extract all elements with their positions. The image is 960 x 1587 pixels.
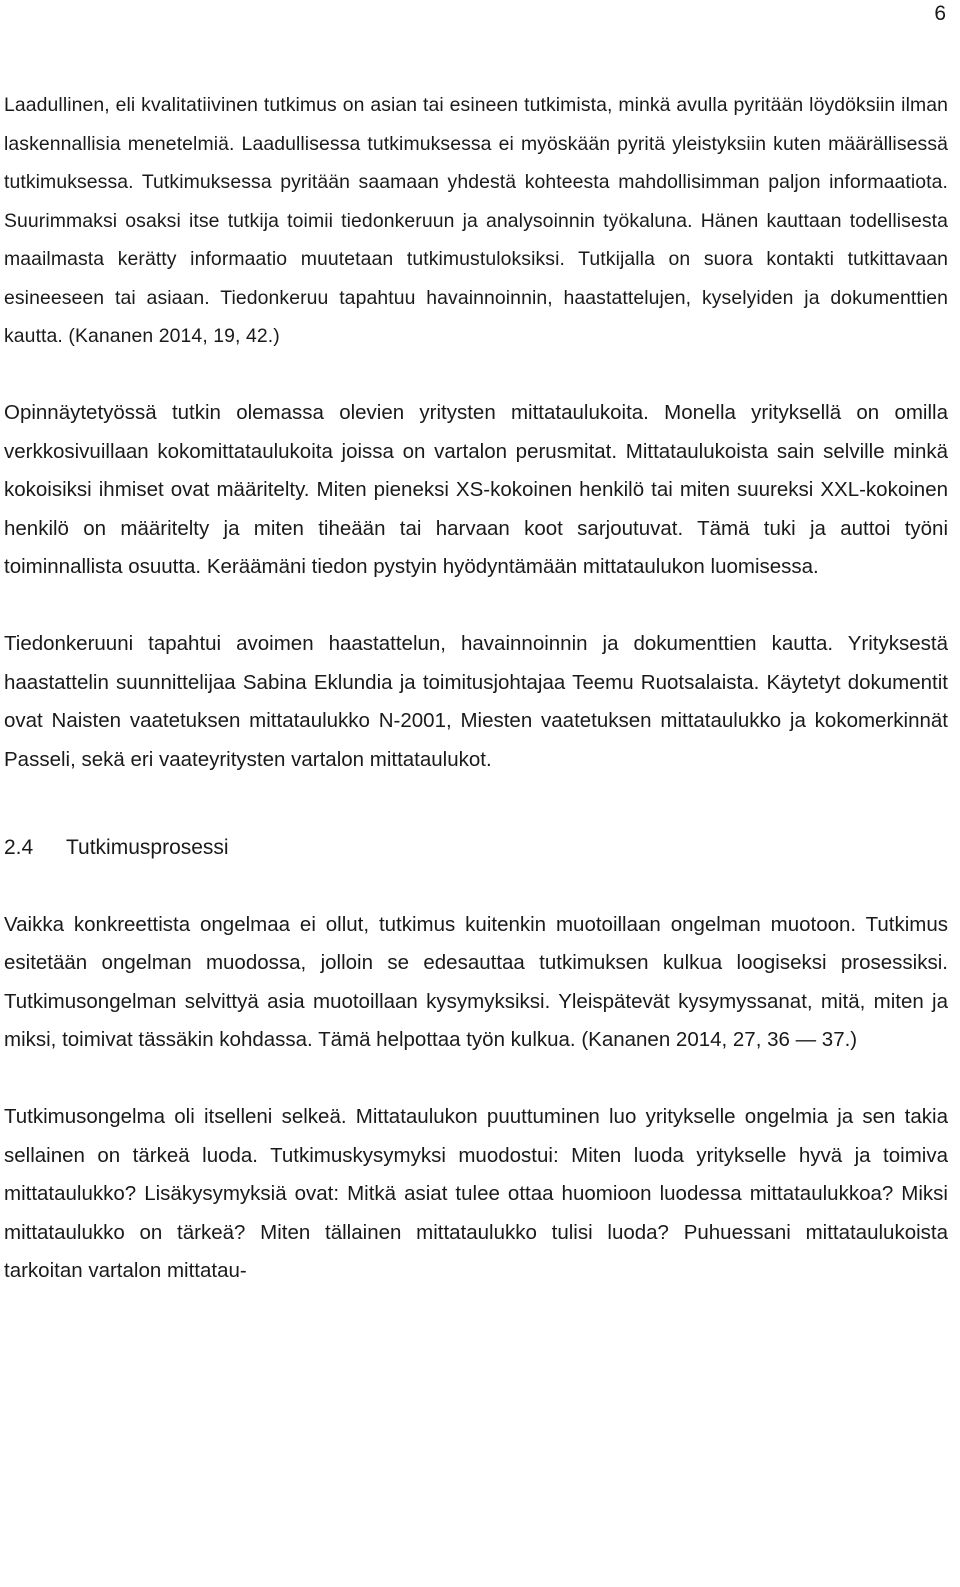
section-number: 2.4	[4, 836, 34, 859]
paragraph-research-problem: Vaikka konkreettista ongelmaa ei ollut, tutkimus kuitenkin muotoillaan ongelman muotoon. Tutkimus esitetään ongelman muodossa, jolloin se edesauttaa tutkimuksen kulkua loogiseksi prosessiksi. Tutkimusongelman selvittyä asia muotoillaan kysymyksiksi. Yleispätevät kysymyssanat, mitä, miten ja miksi, toimivat tässäkin kohdassa. Tämä helpottaa työn kulkua. (Kananen 2014, 27, 36 — 37.)	[4, 912, 948, 1051]
paragraph-size-charts-study: Opinnäytetyössä tutkin olemassa olevien yritysten mittataulukoita. Monella yrityksellä on omilla verkkosivuillaan kokomittataulukoita joissa on vartalon perusmitat. Mittataulukoista sain selville minkä kokoisiksi ihmiset ovat määritelty. Miten pieneksi XS-kokoinen henkilö tai miten suureksi XXL-kokoinen henkilö on määritelty ja miten tiheään tai harvaan koot sarjoutuvat. Tämä tuki ja auttoi työni toiminnallista osuutta. Keräämäni tiedon pystyin hyödyntämään mittataulukon luomisessa.	[4, 401, 948, 578]
section-title: Tutkimusprosessi	[66, 836, 229, 859]
document-body	[4, 86, 948, 1291]
paragraph-qualitative-research: Laadullinen, eli kvalitatiivinen tutkimus on asian tai esineen tutkimista, minkä avulla pyritään löydöksiin ilman laskennallisia menetelmiä. Laadullisessa tutkimuksessa ei myöskään pyritä yleistyksiin kuten määrällisessä tutkimuksessa. Tutkimuksessa pyritään saamaan yhdestä kohteesta mahdollisimman paljon informaatiota. Suurimmaksi osaksi itse tutkija toimii tiedonkeruun ja analysoinnin työkaluna. Hänen kauttaan todellisesta maailmasta kerätty informaatio muutetaan tutkimustuloksiksi. Tutkijalla on suora kontakti tutkittavaan esineeseen tai asiaan. Tiedonkeruu tapahtuu havainnoinnin, haastattelujen, kyselyiden ja dokumenttien kautta. (Kananen 2014, 19, 42.)	[4, 94, 948, 347]
paragraph-research-questions: Tutkimusongelma oli itselleni selkeä. Mittataulukon puuttuminen luo yritykselle ongelmia ja sen takia sellainen on tärkeä luoda. Tutkimuskysymyksi muodostui: Miten luoda yritykselle hyvä ja toimiva mittataulukko? Lisäkysymyksiä ovat: Mitkä asiat tulee ottaa huomioon luodessa mittataulukkoa? Miksi mittataulukko on tärkeä? Miten tällainen mittataulukko tulisi luoda? Puhuessani mittataulukoista tarkoitan vartalon mittatau-	[4, 1105, 948, 1282]
section-heading	[4, 829, 948, 868]
page-number: 6	[934, 2, 946, 25]
paragraph-data-collection: Tiedonkeruuni tapahtui avoimen haastattelun, havainnoinnin ja dokumenttien kautta. Yrityksestä haastattelin suunnittelijaa Sabina Eklundia ja toimitusjohtajaa Teemu Ruotsalaista. Käytetyt dokumentit ovat Naisten vaatetuksen mittataulukko N-2001, Miesten vaatetuksen mittataulukko ja kokomerkinnät Passeli, sekä eri vaateyritysten vartalon mittataulukot.	[4, 632, 948, 771]
